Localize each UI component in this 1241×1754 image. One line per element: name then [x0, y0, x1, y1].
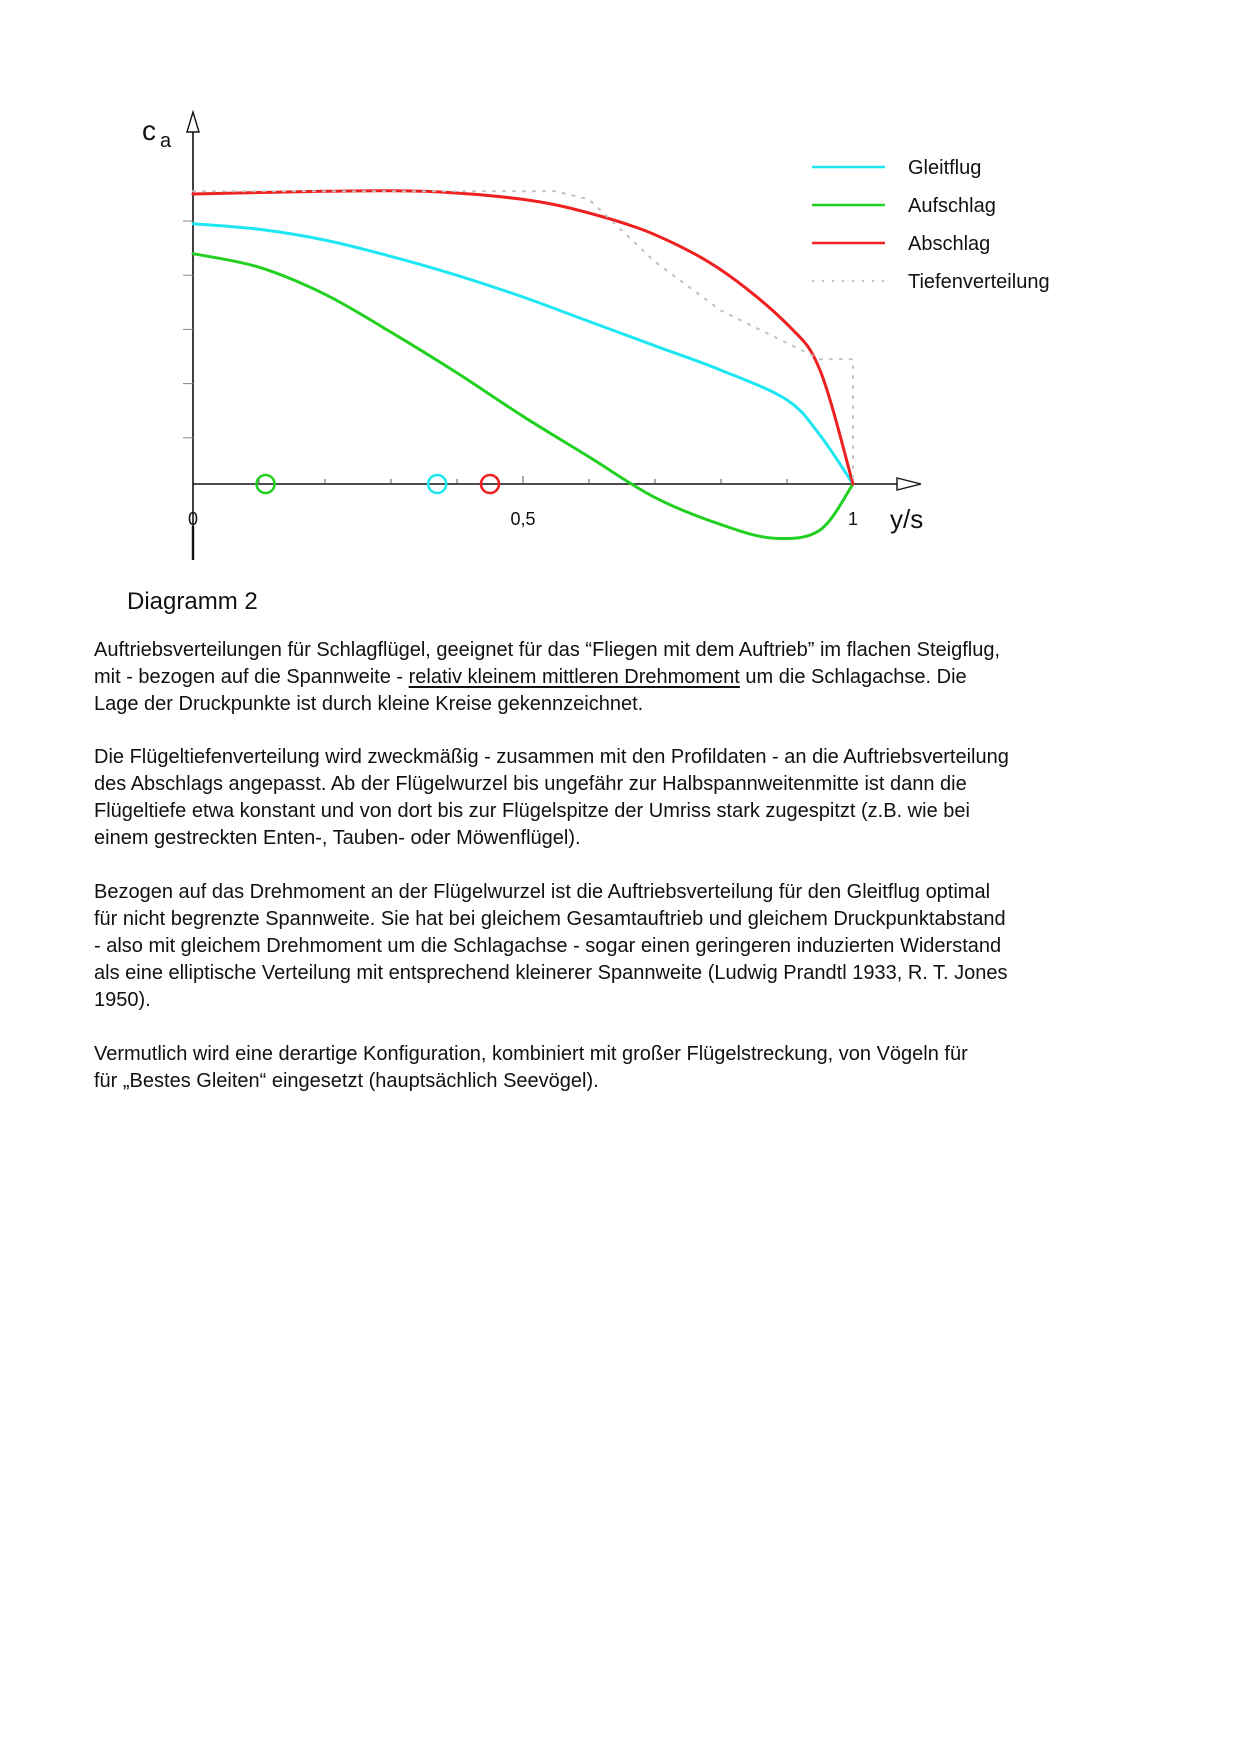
text-line: einem gestreckten Enten-, Tauben- oder Möwenflügel). [94, 827, 581, 849]
legend-label: Aufschlag [908, 195, 996, 217]
x-axis-label: y/s [890, 504, 924, 534]
chart-axes [183, 112, 924, 560]
x-tick-label: 0 [187, 509, 199, 529]
text-span: mit - bezogen auf die Spannweite - [94, 666, 409, 688]
legend-label: Tiefenverteilung [908, 271, 1050, 293]
x-tick-label: 0,5 [510, 509, 536, 529]
text-line: Auftriebsverteilungen für Schlagflügel, geeignet für das “Fliegen mit dem Auftrieb” im flachen Steigflug, [94, 639, 1001, 661]
chart-series [193, 191, 853, 539]
text-line: Bezogen auf das Drehmoment an der Flügelwurzel ist die Auftriebsverteilung für den Gleitflug optimal [94, 881, 991, 903]
underlined-text: relativ kleinem mittleren Drehmoment [408, 666, 740, 688]
x-tick-label: 1 [847, 509, 859, 529]
text-span: um die Schlagachse. Die [739, 666, 967, 688]
y-axis-arrowhead [187, 112, 199, 132]
paragraph-seabirds [94, 1041, 1154, 1095]
text-line: 1950). [94, 989, 151, 1011]
text-line: für nicht begrenzte Spannweite. Sie hat bei gleichem Gesamtauftrieb und gleichem Druckpunktabstand [94, 908, 1006, 930]
x-axis-arrowhead [897, 478, 921, 490]
lift-distribution-chart [0, 0, 1241, 580]
figure-caption: Diagramm 2 [127, 588, 258, 615]
text-line: für „Bestes Gleiten“ eingesetzt (hauptsächlich Seevögel). [94, 1070, 599, 1092]
paragraph-lift-distributions [94, 637, 1154, 718]
paragraph-chord-distribution [94, 744, 1154, 852]
legend-label: Abschlag [908, 233, 991, 255]
text-line: als eine elliptische Verteilung mit entsprechend kleinerer Spannweite (Ludwig Prandtl 1933, R. T. Jones [94, 962, 1008, 984]
paragraph-gliding-optimum [94, 879, 1154, 1014]
y-axis-label-subscript: a [160, 130, 172, 152]
text-line [94, 664, 1154, 691]
text-line: Lage der Druckpunkte ist durch kleine Kreise gekennzeichnet. [94, 693, 644, 715]
legend-label: Gleitflug [908, 157, 982, 179]
chart-labels [142, 115, 923, 534]
series-line-gleitflug [193, 224, 853, 484]
y-axis-label: c [142, 115, 156, 146]
text-line: Vermutlich wird eine derartige Konfiguration, kombiniert mit großer Flügelstreckung, von Vögeln für [94, 1043, 968, 1065]
chart-legend [812, 157, 1050, 293]
text-line: des Abschlags angepasst. Ab der Flügelwurzel bis ungefähr zur Halbspannweitenmitte ist dann die [94, 773, 967, 795]
text-line: Flügeltiefe etwa konstant und von dort bis zur Flügelspitze der Umriss stark zugespitzt (z.B. wie bei [94, 800, 970, 822]
text-line: - also mit gleichem Drehmoment um die Schlagachse - sogar einen geringeren induzierten Widerstand [94, 935, 1002, 957]
text-line: Die Flügeltiefenverteilung wird zweckmäßig - zusammen mit den Profildaten - an die Auftriebsverteilung [94, 746, 1009, 768]
